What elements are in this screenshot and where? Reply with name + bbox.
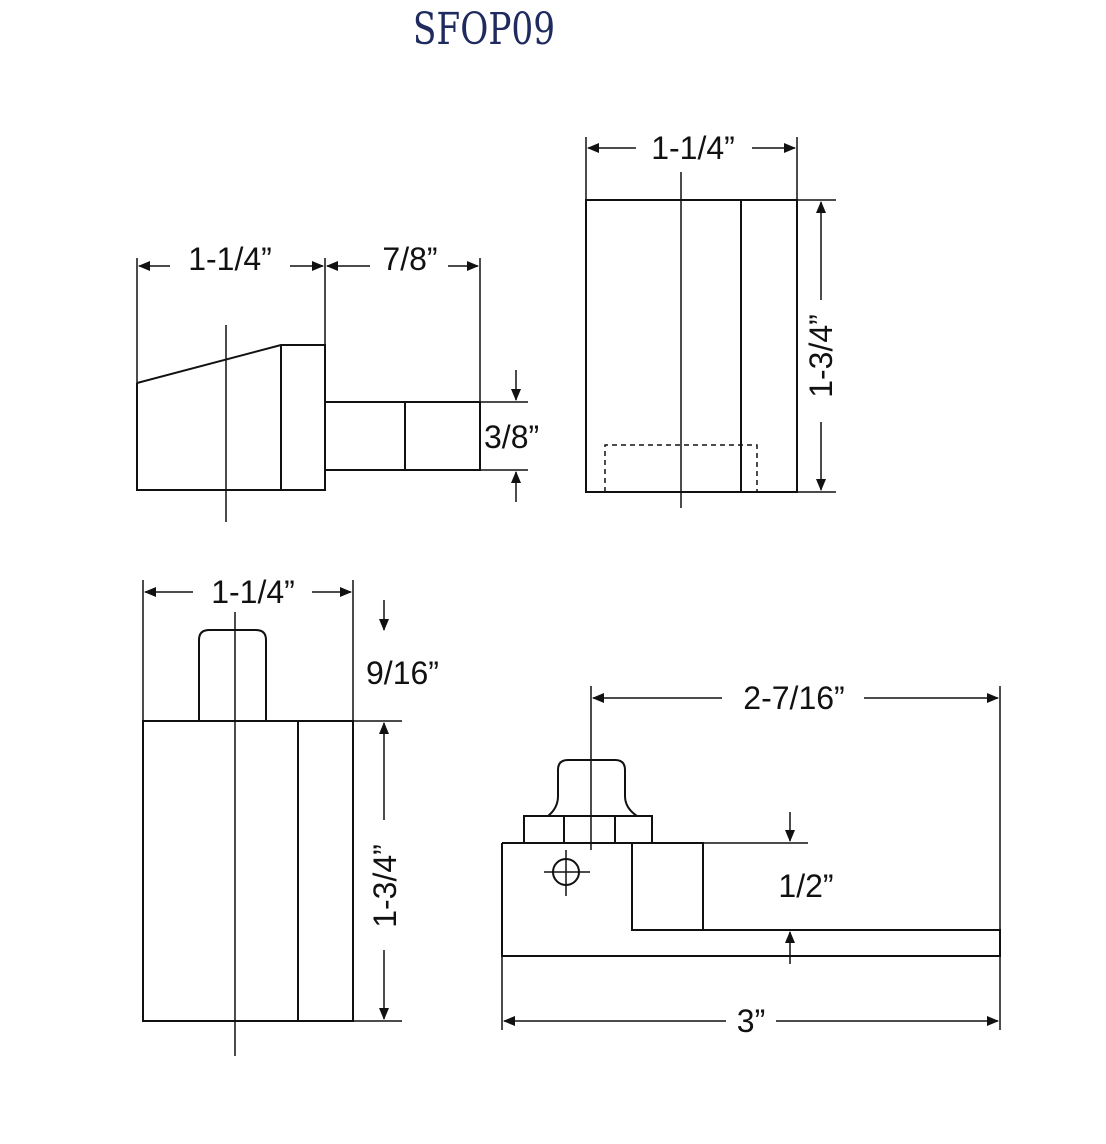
side-view-width-label: 1-1/4” — [188, 241, 272, 277]
top-view — [502, 680, 1000, 1039]
top-view-hex-nut — [524, 816, 652, 843]
drawing-title: SFOP09 — [412, 3, 556, 56]
side-view-stem-height-label: 3/8” — [484, 419, 540, 455]
end-view-knob-height-label: 9/16” — [366, 655, 439, 691]
end-view-height-label: 1-3/4” — [367, 844, 403, 928]
front-view-width-label: 1-1/4” — [651, 130, 735, 166]
top-view-length-label: 3” — [736, 1003, 766, 1039]
front-view — [586, 130, 839, 508]
top-view-body-outline — [502, 843, 1000, 956]
side-view-body-outline — [137, 345, 325, 490]
side-view-stem-outline — [325, 402, 480, 470]
top-view-block-height-label: 1/2” — [778, 868, 834, 904]
end-view-knob — [199, 630, 266, 721]
front-view-body — [586, 200, 797, 492]
end-view-body — [143, 721, 353, 1021]
top-view-reach-label: 2-7/16” — [743, 680, 845, 716]
top-view-knob — [548, 760, 637, 816]
end-view — [143, 574, 439, 1056]
side-view — [137, 241, 539, 522]
side-view-stem-length-label: 7/8” — [382, 241, 438, 277]
front-view-height-label: 1-3/4” — [803, 314, 839, 398]
end-view-width-label: 1-1/4” — [211, 574, 295, 610]
top-view-inner-block — [632, 843, 703, 930]
